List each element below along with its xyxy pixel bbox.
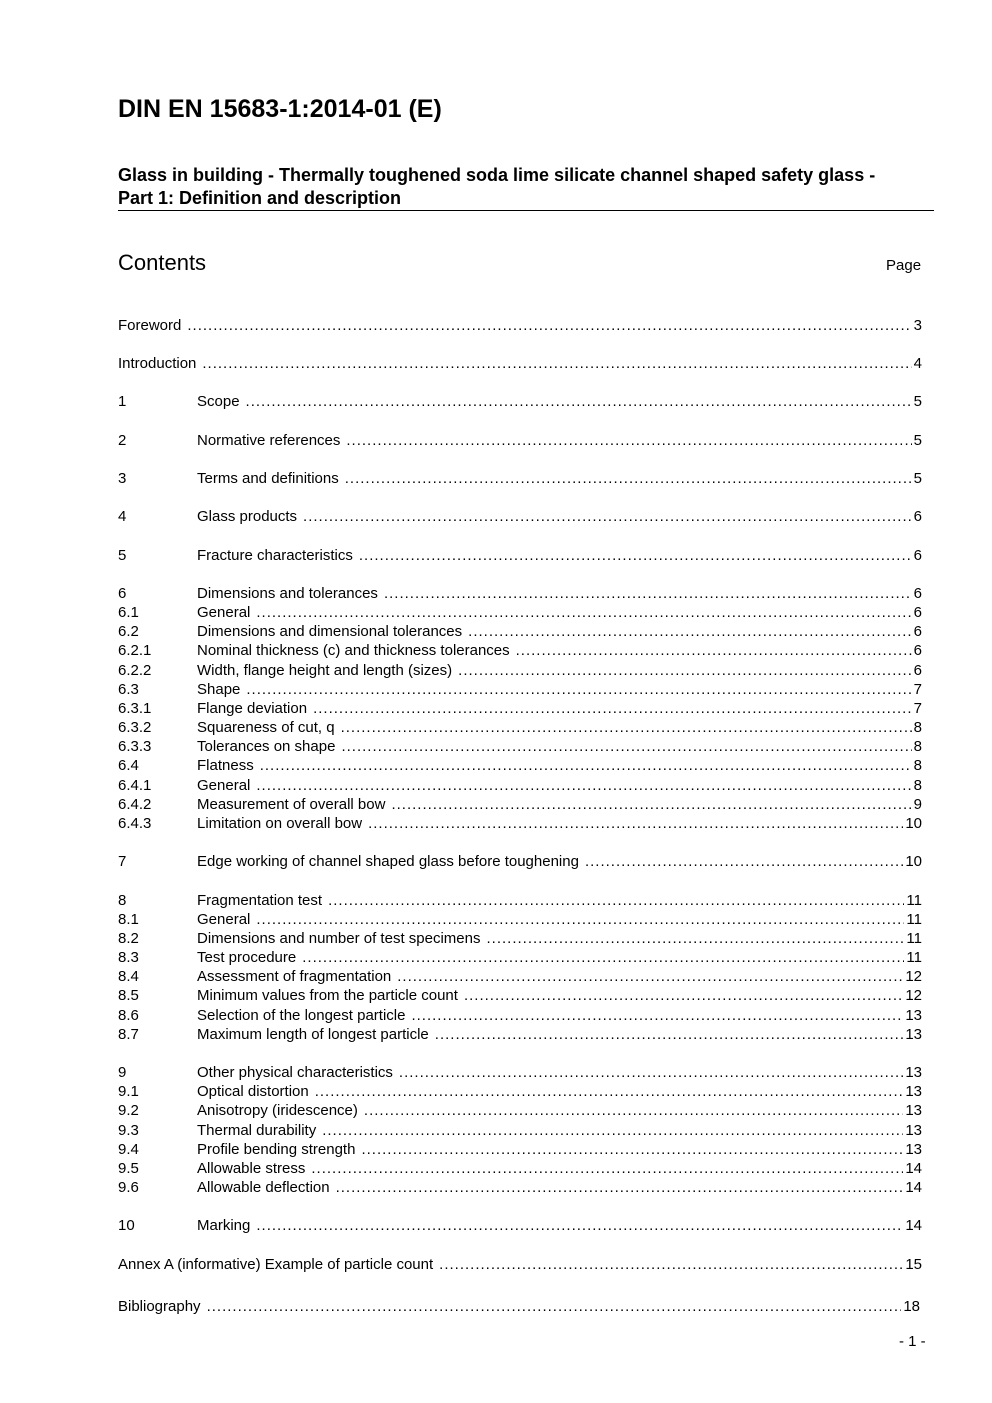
dot-leader bbox=[256, 603, 911, 622]
toc-entry-title: Shape bbox=[197, 681, 241, 698]
toc-entry-foreword[interactable] bbox=[118, 316, 922, 335]
toc-entry-title: Nominal thickness (c) and thickness tolerances bbox=[197, 642, 510, 659]
toc-entry-title: Glass products bbox=[197, 508, 298, 525]
dot-leader bbox=[302, 948, 904, 967]
dot-leader bbox=[341, 737, 911, 756]
toc-entry[interactable] bbox=[118, 948, 922, 967]
toc-entry-title: Scope bbox=[197, 393, 240, 410]
toc-entry-number: 9.6 bbox=[118, 1179, 139, 1196]
toc-entry[interactable] bbox=[118, 431, 922, 450]
toc-entry[interactable] bbox=[118, 603, 922, 622]
dot-leader bbox=[322, 1121, 903, 1140]
toc-entry-title: Test procedure bbox=[197, 949, 297, 966]
dot-leader bbox=[311, 1159, 903, 1178]
toc-entry[interactable] bbox=[118, 1063, 922, 1082]
dot-leader bbox=[397, 967, 903, 986]
dot-leader bbox=[303, 507, 912, 526]
dot-leader bbox=[359, 546, 912, 565]
dot-leader bbox=[336, 1178, 904, 1197]
toc-entry[interactable] bbox=[118, 1178, 922, 1197]
dot-leader bbox=[516, 641, 912, 660]
toc-entry-number: 9.5 bbox=[118, 1160, 139, 1177]
toc-entry[interactable] bbox=[118, 1121, 922, 1140]
toc-entry-page: 11 bbox=[906, 949, 922, 966]
toc-entry-title: Squareness of cut, q bbox=[197, 719, 335, 736]
toc-entry-title: Selection of the longest particle bbox=[197, 1007, 406, 1024]
toc-entry-title: Measurement of overall bow bbox=[197, 796, 386, 813]
toc-entry-page: 18 bbox=[903, 1298, 920, 1315]
dot-leader bbox=[246, 392, 912, 411]
toc-entry-page: 12 bbox=[905, 968, 922, 985]
toc-entry-number: 6 bbox=[118, 585, 127, 602]
toc-entry-annex-a[interactable] bbox=[118, 1255, 922, 1274]
toc-entry-title: Dimensions and number of test specimens bbox=[197, 930, 481, 947]
toc-entry-page: 13 bbox=[905, 1026, 922, 1043]
toc-entry[interactable] bbox=[118, 507, 922, 526]
toc-entry[interactable] bbox=[118, 852, 922, 871]
toc-entry-page: 4 bbox=[913, 355, 922, 372]
toc-entry[interactable] bbox=[118, 910, 922, 929]
toc-entry-page: 9 bbox=[913, 796, 922, 813]
toc-entry-number: 3 bbox=[118, 470, 127, 487]
toc-entry-title: Normative references bbox=[197, 432, 341, 449]
toc-entry-number: 6.3.2 bbox=[118, 719, 152, 736]
dot-leader bbox=[187, 316, 911, 335]
toc-entry-page: 5 bbox=[913, 393, 922, 410]
toc-entry-page: 6 bbox=[913, 508, 922, 525]
dot-leader bbox=[256, 910, 904, 929]
toc-entry-number: 1 bbox=[118, 393, 127, 410]
toc-entry[interactable] bbox=[118, 1159, 922, 1178]
contents-heading: Contents bbox=[118, 250, 207, 275]
toc-entry[interactable] bbox=[118, 661, 922, 680]
page-column-heading: Page bbox=[886, 257, 922, 274]
toc-entry[interactable] bbox=[118, 756, 922, 775]
toc-entry-title: Dimensions and tolerances bbox=[197, 585, 378, 602]
toc-entry-title: Thermal durability bbox=[197, 1122, 317, 1139]
toc-entry-page: 10 bbox=[905, 815, 922, 832]
toc-entry[interactable] bbox=[118, 641, 922, 660]
toc-entry-page: 6 bbox=[913, 547, 922, 564]
toc-entry-title: General bbox=[197, 911, 251, 928]
toc-entry[interactable] bbox=[118, 1082, 922, 1101]
toc-entry-title: Foreword bbox=[118, 317, 182, 334]
toc-entry-number: 6.2 bbox=[118, 623, 139, 640]
toc-entry-title: Profile bending strength bbox=[197, 1141, 356, 1158]
toc-entry-number: 8.5 bbox=[118, 987, 139, 1004]
toc-entry[interactable] bbox=[118, 737, 922, 756]
toc-entry-number: 6.3.3 bbox=[118, 738, 152, 755]
toc-entry-number: 8.7 bbox=[118, 1026, 139, 1043]
toc-entry-title: Allowable deflection bbox=[197, 1179, 330, 1196]
toc-entry-title: Introduction bbox=[118, 355, 197, 372]
dot-leader bbox=[202, 354, 911, 373]
toc-entry-number: 2 bbox=[118, 432, 127, 449]
dot-leader bbox=[328, 891, 904, 910]
toc-entry[interactable] bbox=[118, 776, 922, 795]
toc-entry-page: 8 bbox=[913, 738, 922, 755]
dot-leader bbox=[468, 622, 912, 641]
toc-entry-page: 3 bbox=[913, 317, 922, 334]
toc-entry-title: Optical distortion bbox=[197, 1083, 309, 1100]
toc-entry-page: 6 bbox=[913, 585, 922, 602]
dot-leader bbox=[345, 469, 912, 488]
dot-leader bbox=[411, 1006, 903, 1025]
toc-entry-title: Allowable stress bbox=[197, 1160, 306, 1177]
dot-leader bbox=[246, 680, 911, 699]
dot-leader bbox=[439, 1255, 903, 1274]
toc-entry-page: 8 bbox=[913, 719, 922, 736]
toc-entry[interactable] bbox=[118, 986, 922, 1005]
toc-entry[interactable] bbox=[118, 891, 922, 910]
toc-entry[interactable] bbox=[118, 929, 922, 948]
toc-entry-number: 6.4.3 bbox=[118, 815, 152, 832]
toc-entry-page: 13 bbox=[905, 1102, 922, 1119]
toc-entry-title: Maximum length of longest particle bbox=[197, 1026, 429, 1043]
dot-leader bbox=[315, 1082, 904, 1101]
toc-entry-title: Fracture characteristics bbox=[197, 547, 353, 564]
dot-leader bbox=[368, 814, 903, 833]
toc-entry-page: 7 bbox=[913, 681, 922, 698]
toc-entry-number: 9.2 bbox=[118, 1102, 139, 1119]
toc-entry-page: 11 bbox=[906, 930, 922, 947]
toc-entry-number: 6.3.1 bbox=[118, 700, 152, 717]
toc-entry-number: 4 bbox=[118, 508, 127, 525]
toc-entry-page: 13 bbox=[905, 1122, 922, 1139]
dot-leader bbox=[399, 1063, 903, 1082]
toc-entry-page: 6 bbox=[913, 642, 922, 659]
toc-entry[interactable] bbox=[118, 622, 922, 641]
toc-entry-title: Edge working of channel shaped glass before toughening bbox=[197, 853, 579, 870]
toc-entry-title: Fragmentation test bbox=[197, 892, 323, 909]
toc-entry-page: 5 bbox=[913, 470, 922, 487]
toc-entry-introduction[interactable] bbox=[118, 354, 922, 373]
toc-entry-page: 15 bbox=[905, 1256, 922, 1273]
toc-entry-number: 8 bbox=[118, 892, 127, 909]
dot-leader bbox=[341, 718, 912, 737]
toc-entry-title: Bibliography bbox=[118, 1298, 201, 1315]
toc-entry-number: 10 bbox=[118, 1217, 135, 1234]
toc-entry[interactable] bbox=[118, 814, 922, 833]
toc-entry-number: 9 bbox=[118, 1064, 127, 1081]
toc-entry-number: 9.3 bbox=[118, 1122, 139, 1139]
dot-leader bbox=[346, 431, 911, 450]
toc-entry-number: 8.6 bbox=[118, 1007, 139, 1024]
toc-entry-number: 8.3 bbox=[118, 949, 139, 966]
toc-entry-number: 6.2.1 bbox=[118, 642, 152, 659]
toc-entry-title: Marking bbox=[197, 1217, 251, 1234]
toc-entry-title: Annex A (informative) Example of particle count bbox=[118, 1256, 434, 1273]
toc-entry-page: 14 bbox=[905, 1217, 922, 1234]
toc-entry-page: 8 bbox=[913, 757, 922, 774]
toc-entry-title: Minimum values from the particle count bbox=[197, 987, 458, 1004]
dot-leader bbox=[361, 1140, 903, 1159]
toc-entry-title: Width, flange height and length (sizes) bbox=[197, 662, 453, 679]
toc-entry-page: 13 bbox=[905, 1064, 922, 1081]
toc-entry-page: 6 bbox=[913, 604, 922, 621]
dot-leader bbox=[486, 929, 904, 948]
dot-leader bbox=[260, 756, 912, 775]
document-code: DIN EN 15683-1:2014-01 (E) bbox=[118, 95, 442, 123]
title-divider bbox=[118, 210, 934, 211]
toc-entry[interactable] bbox=[118, 795, 922, 814]
toc-entry-page: 13 bbox=[905, 1141, 922, 1158]
toc-entry-title: Anisotropy (iridescence) bbox=[197, 1102, 358, 1119]
toc-entry-page: 8 bbox=[913, 777, 922, 794]
page-number: - 1 - bbox=[899, 1333, 926, 1350]
toc-entry-page: 12 bbox=[905, 987, 922, 1004]
toc-entry[interactable] bbox=[118, 718, 922, 737]
toc-entry[interactable] bbox=[118, 699, 922, 718]
toc-entry-number: 8.4 bbox=[118, 968, 139, 985]
toc-entry-title: Other physical characteristics bbox=[197, 1064, 393, 1081]
toc-entry-number: 6.4.1 bbox=[118, 777, 152, 794]
dot-leader bbox=[313, 699, 912, 718]
dot-leader bbox=[391, 795, 911, 814]
toc-entry-page: 10 bbox=[905, 853, 922, 870]
toc-entry[interactable] bbox=[118, 392, 922, 411]
toc-entry-number: 8.2 bbox=[118, 930, 139, 947]
toc-entry[interactable] bbox=[118, 967, 922, 986]
toc-entry-number: 6.4.2 bbox=[118, 796, 152, 813]
toc-entry-title: Limitation on overall bow bbox=[197, 815, 363, 832]
toc-entry-title: Dimensions and dimensional tolerances bbox=[197, 623, 463, 640]
toc-entry-page: 5 bbox=[913, 432, 922, 449]
toc-entry[interactable] bbox=[118, 1101, 922, 1120]
dot-leader bbox=[585, 852, 903, 871]
dot-leader bbox=[207, 1297, 902, 1316]
toc-entry[interactable] bbox=[118, 1140, 922, 1159]
toc-entry-title: Tolerances on shape bbox=[197, 738, 336, 755]
toc-entry[interactable] bbox=[118, 546, 922, 565]
toc-entry[interactable] bbox=[118, 1216, 922, 1235]
toc-entry-number: 5 bbox=[118, 547, 127, 564]
toc-entry-page: 11 bbox=[906, 892, 922, 909]
dot-leader bbox=[256, 776, 911, 795]
toc-entry-page: 7 bbox=[913, 700, 922, 717]
toc-entry-page: 14 bbox=[905, 1179, 922, 1196]
document-title: Glass in building - Thermally toughened soda lime silicate channel shaped safety glass - Part 1: Definition and description bbox=[118, 165, 876, 208]
toc-entry-page: 11 bbox=[906, 911, 922, 928]
dot-leader bbox=[458, 661, 912, 680]
dot-leader bbox=[435, 1025, 904, 1044]
toc-entry-number: 7 bbox=[118, 853, 127, 870]
dot-leader bbox=[384, 584, 912, 603]
dot-leader bbox=[364, 1101, 903, 1120]
toc-entry-number: 6.3 bbox=[118, 681, 139, 698]
toc-entry[interactable] bbox=[118, 1006, 922, 1025]
dot-leader bbox=[464, 986, 903, 1005]
toc-entry[interactable] bbox=[118, 1025, 922, 1044]
toc-entry-page: 14 bbox=[905, 1160, 922, 1177]
toc-entry-number: 6.1 bbox=[118, 604, 139, 621]
toc-entry-title: Assessment of fragmentation bbox=[197, 968, 392, 985]
toc-entry-title: Flange deviation bbox=[197, 700, 308, 717]
toc-entry-number: 9.1 bbox=[118, 1083, 139, 1100]
toc-entry-bibliography[interactable] bbox=[118, 1297, 920, 1316]
toc-entry-page: 6 bbox=[913, 623, 922, 640]
toc-entry-number: 6.2.2 bbox=[118, 662, 152, 679]
toc-entry-page: 13 bbox=[905, 1083, 922, 1100]
toc-entry-number: 8.1 bbox=[118, 911, 139, 928]
toc-entry-title: Terms and definitions bbox=[197, 470, 339, 487]
toc-entry-title: General bbox=[197, 777, 251, 794]
toc-entry-title: Flatness bbox=[197, 757, 254, 774]
dot-leader bbox=[256, 1216, 903, 1235]
toc-entry[interactable] bbox=[118, 469, 922, 488]
toc-entry-title: General bbox=[197, 604, 251, 621]
toc-entry-number: 6.4 bbox=[118, 757, 139, 774]
toc-entry[interactable] bbox=[118, 584, 922, 603]
toc-entry-page: 6 bbox=[913, 662, 922, 679]
toc-entry[interactable] bbox=[118, 680, 922, 699]
toc-entry-number: 9.4 bbox=[118, 1141, 139, 1158]
toc-entry-page: 13 bbox=[905, 1007, 922, 1024]
